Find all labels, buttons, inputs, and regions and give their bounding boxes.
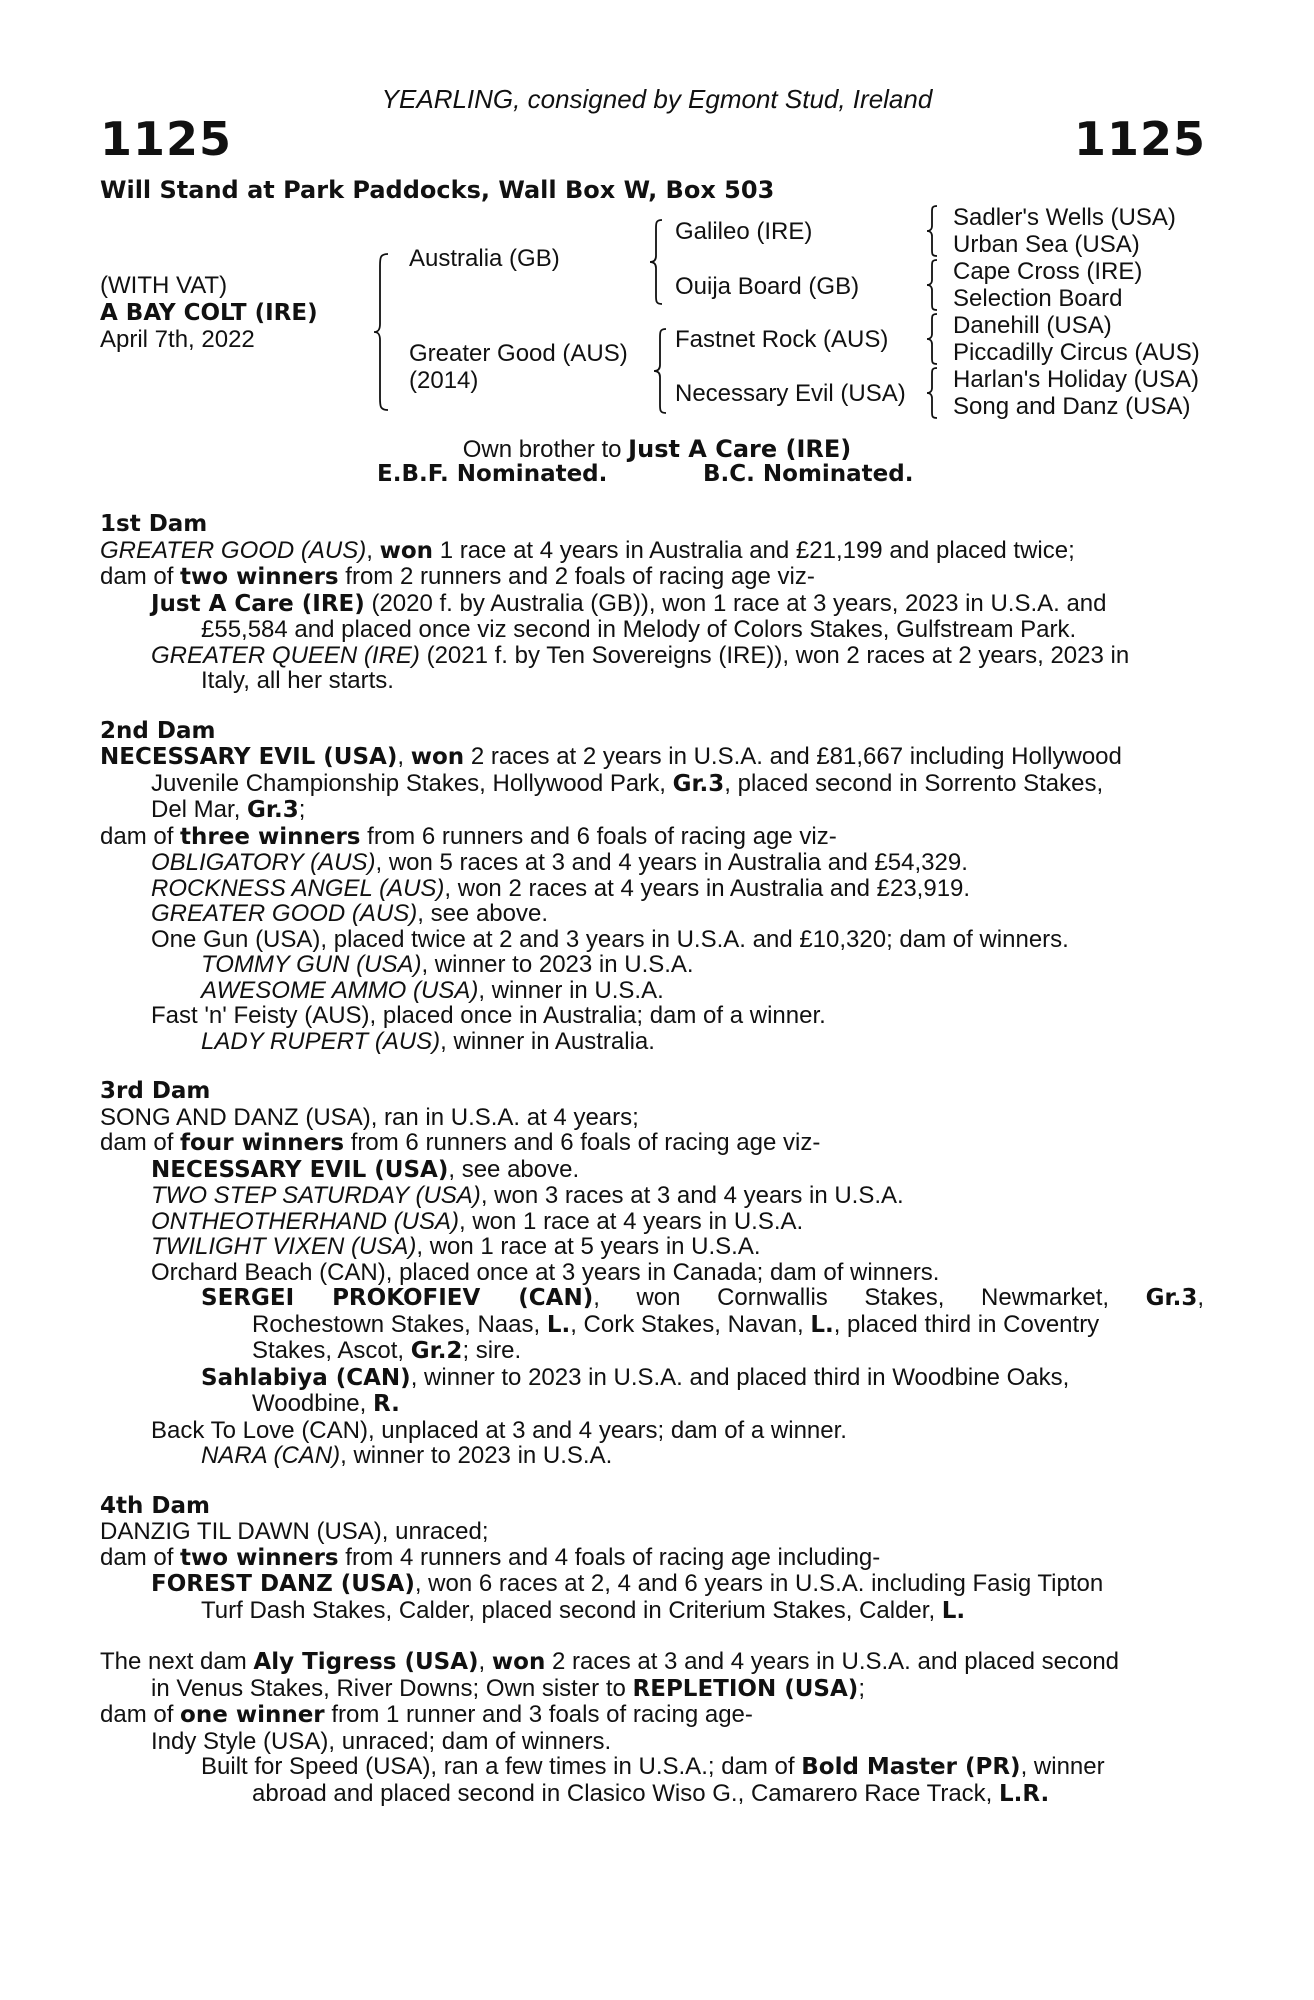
text-run: , [478,1648,492,1675]
text-run: , winner [1020,1753,1105,1780]
horse-ref: TWO STEP SATURDAY (USA) [151,1182,481,1209]
text-run: , [1197,1284,1205,1311]
pedigree-brace-sire [648,218,666,306]
text-run: The next dam [100,1648,254,1675]
text-run: , see above. [417,900,549,927]
text-run: , winner to 2023 in U.S.A. [421,951,694,978]
vat-note: (WITH VAT) [100,272,228,299]
text-line [100,1209,1204,1235]
bold-run: two winners [180,564,339,590]
bold-run: R. [372,1391,400,1417]
text-line: SONG AND DANZ (USA), ran in U.S.A. at 4 years; [100,1103,639,1131]
text-run: from 6 runners and 6 foals of racing age viz- [344,1129,821,1156]
horse-ref: OBLIGATORY (AUS) [151,849,376,876]
text-line [100,1130,1204,1157]
pedigree-brace-g4 [925,366,941,420]
own-brother-note [0,435,1314,464]
text-run: , winner to 2023 in U.S.A. [340,1442,613,1469]
horse-ref: NECESSARY EVIL (USA) [100,744,398,770]
bold-run: Gr.2 [410,1338,463,1364]
lot-number-left: 1125 [100,112,233,166]
text-line: Orchard Beach (CAN), placed once at 3 years in Canada; dam of winners. [151,1258,940,1286]
own-brother-prefix: Own brother to [462,436,629,463]
text-line [100,952,1204,978]
text-line [100,901,1204,927]
text-run: (2020 f. by Australia (GB)), won 1 race at 3 years, 2023 in U.S.A. and [364,589,1107,617]
text-run: Built for Speed (USA), ran a few times in U.S.A.; dam of [201,1753,802,1780]
text-line [100,643,1204,669]
section-3rd-dam [100,1079,1204,1469]
text-run: Del Mar, [151,796,248,823]
section-gap [100,1469,1204,1494]
bold-run: two winners [180,1544,339,1571]
text-run: , see above. [448,1155,580,1183]
horse-ref: Just A Care (IRE) [151,590,365,617]
dam-dam: Necessary Evil (USA) [675,380,906,407]
text-run: from 1 runner and 3 foals of racing age- [324,1701,753,1728]
text-line [100,744,1204,771]
text-line: DANZIG TIL DAWN (USA), unraced; [100,1518,489,1545]
text-line [100,1781,1204,1808]
text-run: , placed second in Sorrento Stakes, [724,769,1104,797]
text-line [100,850,1204,876]
pedigree-brace-g3 [925,312,941,366]
bold-run: won [491,1649,546,1675]
text-run: , won 2 races at 4 years in Australia and £23,919. [444,874,971,902]
section-heading: 2nd Dam [100,717,216,744]
dam-year: (2014) [409,367,479,394]
pedigree-brace-main [372,252,392,412]
sire-sire: Galileo (IRE) [675,218,813,245]
horse-ref: SERGEI PROKOFIEV (CAN) [201,1285,594,1311]
horse-ref: AWESOME AMMO (USA) [201,976,479,1004]
text-run: ; sire. [462,1337,522,1364]
bold-run: won [410,744,465,770]
ggp-2: Urban Sea (USA) [953,231,1140,258]
horse-ref: ONTHEOTHERHAND (USA) [151,1207,460,1235]
horse-ref: ROCKNESS ANGEL (AUS) [151,874,445,902]
horse-ref: GREATER GOOD (AUS) [151,900,418,927]
horse-ref: TWILIGHT VIXEN (USA) [151,1233,417,1260]
text-run: 2 races at 2 years in U.S.A. and £81,667 including Hollywood [464,743,1122,770]
horse-dob: April 7th, 2022 [100,326,255,353]
text-line [100,564,1204,591]
section-gap [100,1054,1204,1079]
text-line [100,1029,1204,1055]
text-run: Rochestown Stakes, Naas, [252,1310,547,1338]
text-line [100,1157,1204,1184]
text-run: dam of [100,1129,181,1156]
text-line [100,538,1204,565]
horse-ref: Aly Tigress (USA) [253,1649,479,1675]
text-run: , winner in U.S.A. [478,976,664,1004]
text-run: dam of [100,1701,181,1728]
ggp-1: Sadler's Wells (USA) [953,204,1176,231]
bold-run: Gr.3 [1145,1285,1198,1311]
ggp-7: Harlan's Holiday (USA) [953,366,1199,393]
text-line: Back To Love (CAN), unplaced at 3 and 4 years; dam of a winner. [151,1416,847,1444]
horse-ref: NARA (CAN) [201,1442,341,1469]
ebf-text: E.B.F. Nominated. [377,461,608,487]
bold-run: L. [941,1597,966,1624]
ggp-4: Selection Board [953,285,1123,312]
text-line [100,1598,1204,1625]
text-run: , [366,536,380,564]
text-line: £55,584 and placed once viz second in Melody of Colors Stakes, Gulfstream Park. [201,616,1077,643]
text-line: Indy Style (USA), unraced; dam of winners. [151,1727,612,1755]
section-1st-dam [100,512,1204,694]
text-run: Juvenile Championship Stakes, Hollywood Park, [151,769,673,797]
text-line [100,1443,1204,1469]
text-line [100,824,1204,851]
text-line [100,1754,1204,1781]
horse-ref: GREATER QUEEN (IRE) [151,641,420,669]
text-run: 1 race at 4 years in Australia and £21,199 and placed twice; [433,536,1075,564]
bold-run: one winner [180,1702,325,1728]
text-line [100,797,1204,824]
section-2nd-dam [100,719,1204,1055]
text-run: (2021 f. by Ten Sovereigns (IRE)), won 2 races at 2 years, 2023 in [419,641,1130,669]
sire: Australia (GB) [409,245,560,272]
text-run: from 2 runners and 2 foals of racing age viz- [338,563,815,590]
stand-location: Will Stand at Park Paddocks, Wall Box W, Box 503 [100,176,775,204]
text-line [100,1365,1204,1392]
text-run: , won 3 races at 3 and 4 years in U.S.A. [480,1182,904,1209]
text-run: , placed third in Coventry [833,1310,1100,1338]
text-run: ; [298,796,306,823]
text-line [100,1702,1204,1729]
text-line [100,1312,1204,1339]
lot-number-right: 1125 [1073,112,1206,166]
text-run: dam of [100,1543,181,1571]
text-line [100,591,1204,618]
text-run: ; [858,1674,865,1702]
pedigree-brace-dam [652,327,670,415]
ggp-5: Danehill (USA) [953,312,1112,339]
text-run: , winner to 2023 in U.S.A. and placed third in Woodbine Oaks, [410,1363,1070,1391]
bold-run: L. [546,1311,571,1338]
text-run: , won Cornwallis Stakes, Newmarket, [593,1284,1146,1311]
section-gap [100,1624,1204,1649]
text-line [100,1285,1204,1312]
horse-ref: NECESSARY EVIL (USA) [151,1156,449,1183]
ggp-3: Cape Cross (IRE) [953,258,1143,285]
text-line: Italy, all her starts. [201,667,394,694]
horse-ref: Sahlabiya (CAN) [201,1364,411,1391]
bold-run: three winners [180,823,361,850]
text-run: , won 6 races at 2, 4 and 6 years in U.S.A. including Fasig Tipton [414,1570,1104,1597]
text-run: abroad and placed second in Clasico Wiso G., Camarero Race Track, [252,1779,1000,1807]
own-brother-name: Just A Care (IRE) [628,435,852,463]
horse-ref: REPLETION (USA) [632,1675,859,1702]
text-line [100,771,1204,798]
horse-ref: FOREST DANZ (USA) [151,1571,415,1597]
text-run: dam of [100,563,181,590]
text-run: , won 5 races at 3 and 4 years in Australia and £54,329. [375,849,968,876]
text-run: , winner in Australia. [440,1027,655,1055]
text-line [100,1183,1204,1209]
text-run: Turf Dash Stakes, Calder, placed second in Criterium Stakes, Calder, [201,1596,942,1624]
text-run: from 4 runners and 4 foals of racing age including- [338,1543,881,1571]
text-line [100,1234,1204,1260]
section-next-dam [100,1649,1204,1807]
text-run: , won 1 race at 4 years in U.S.A. [459,1207,804,1235]
text-run: 2 races at 3 and 4 years in U.S.A. and placed second [545,1648,1120,1675]
text-line [100,1676,1204,1703]
text-line [100,1338,1204,1365]
horse-ref: GREATER GOOD (AUS) [100,536,367,564]
dam-sire: Fastnet Rock (AUS) [675,326,889,353]
horse-ref: TOMMY GUN (USA) [201,951,422,978]
consignor-subtitle: YEARLING, consigned by Egmont Stud, Ireland [381,84,933,114]
ggp-6: Piccadilly Circus (AUS) [953,339,1200,366]
pedigree-brace-g1 [925,204,941,258]
text-run: , [397,743,411,770]
text-line [100,1391,1204,1418]
bold-run: Gr.3 [672,770,725,797]
text-run: from 6 runners and 6 foals of racing age viz- [360,822,837,850]
text-line: One Gun (USA), placed twice at 2 and 3 years in U.S.A. and £10,320; dam of winners. [151,925,1069,953]
text-line [100,978,1204,1004]
section-heading: 3rd Dam [100,1078,211,1104]
text-run: in Venus Stakes, River Downs; Own sister to [151,1674,633,1702]
horse-name: A BAY COLT (IRE) [100,300,318,326]
dam: Greater Good (AUS) [409,340,628,367]
text-run: Woodbine, [252,1390,373,1417]
text-line [100,1571,1204,1598]
text-line: Fast 'n' Feisty (AUS), placed once in Australia; dam of a winner. [151,1002,826,1029]
bold-run: four winners [180,1130,345,1156]
bold-run: L.R. [999,1780,1050,1807]
bc-nominated [703,460,913,487]
text-line [100,1649,1204,1676]
bold-run: Gr.3 [247,797,299,823]
ggp-8: Song and Danz (USA) [953,393,1191,420]
bold-run: won [379,537,434,564]
text-line [100,1545,1204,1572]
text-line [100,876,1204,902]
sire-dam: Ouija Board (GB) [675,273,860,300]
bc-text: B.C. Nominated. [703,461,914,487]
text-run: , Cork Stakes, Navan, [570,1310,811,1338]
section-4th-dam [100,1494,1204,1625]
text-run: Stakes, Ascot, [252,1337,411,1364]
text-run: , won 1 race at 5 years in U.S.A. [416,1233,761,1260]
horse-ref: LADY RUPERT (AUS) [201,1027,441,1055]
ebf-nominated [377,460,607,487]
horse-ref: Bold Master (PR) [801,1754,1021,1780]
pedigree-brace-g2 [925,258,941,312]
section-heading: 1st Dam [100,511,208,537]
dam-produce-record [100,512,1204,1807]
text-run: dam of [100,822,181,850]
bold-run: L. [810,1311,834,1338]
section-heading: 4th Dam [100,1492,210,1519]
section-gap [100,694,1204,719]
